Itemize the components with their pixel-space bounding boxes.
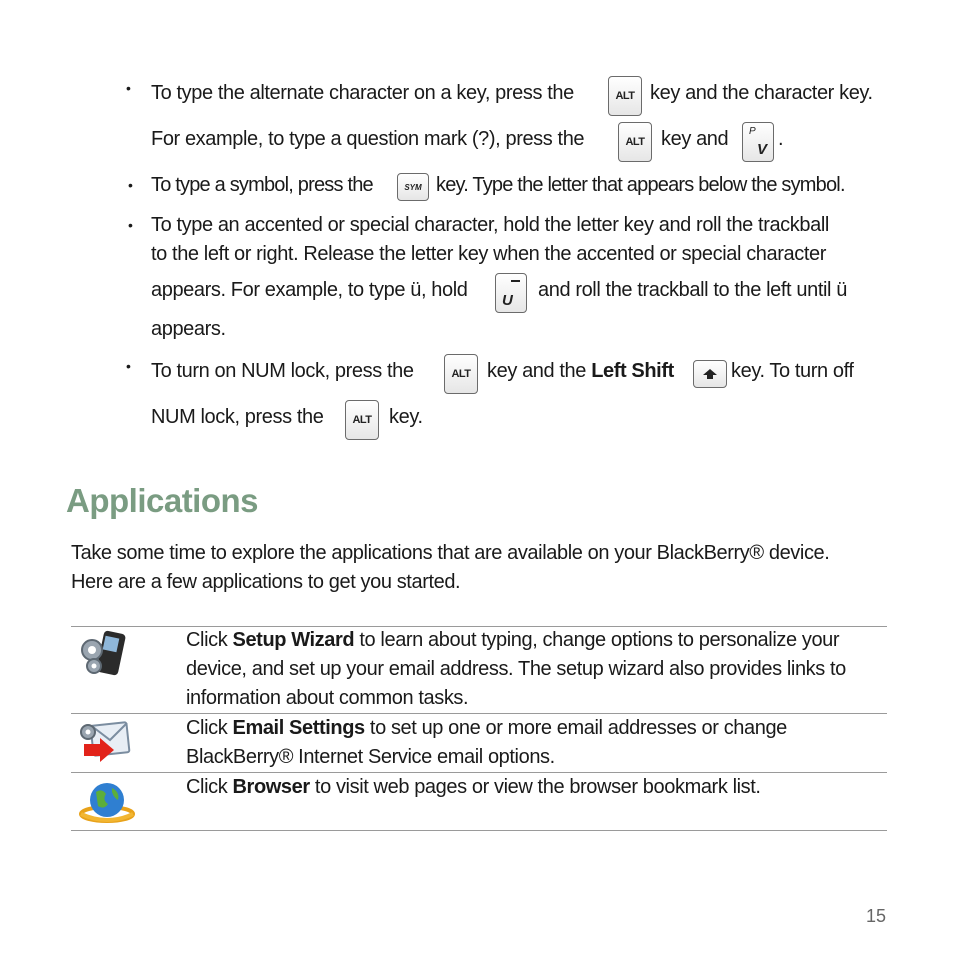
table-rule [71, 772, 887, 773]
app-3-click: Click [186, 776, 228, 798]
bullet-dot: • [126, 358, 131, 374]
table-rule [71, 830, 887, 831]
table-rule [71, 626, 887, 627]
section-title: Applications [66, 482, 259, 519]
app-row-3-line-1 [186, 776, 761, 799]
bullet-dot: • [126, 80, 131, 96]
alt-key-icon: ALT [618, 122, 652, 162]
page-number: 15 [866, 906, 887, 926]
key-p-label: P [749, 126, 756, 137]
alt-key-icon: ALT [345, 400, 379, 440]
p-v-key-icon [742, 122, 774, 162]
numlock-text-1c: key. To turn off [731, 360, 854, 382]
numlock-text-2b: key. [389, 406, 423, 428]
browser-icon [78, 776, 136, 826]
sym-key-icon: SYM [397, 173, 429, 201]
shift-arrow-icon [702, 368, 718, 380]
accent-text-2: to the left or right. Release the letter key when the accented or special character [151, 243, 826, 265]
key-u-label: U [502, 292, 513, 309]
alt-char-text-2b: key and [661, 128, 729, 150]
alt-char-text-1b: key and the character key. [650, 82, 873, 104]
app-2-line1-rest: to set up one or more email addresses or change [369, 717, 787, 739]
accent-text-3b: and roll the trackball to the left until ü [538, 279, 847, 301]
key-v-label: V [756, 141, 767, 158]
app-row-1-line-1 [186, 629, 839, 652]
alt-char-text-1a: To type the alternate character on a key, press the [151, 82, 574, 104]
app-1-name: Setup Wizard [232, 629, 355, 651]
bullet-dot: • [128, 177, 133, 193]
app-row-1-line-3: information about common tasks. [186, 687, 469, 709]
app-row-1-line-2: device, and set up your email address. The setup wizard also provides links to [186, 658, 846, 680]
numlock-text-1b-plain: key and the [487, 360, 587, 382]
app-1-click: Click [186, 629, 228, 651]
symbol-text-b: key. Type the letter that appears below the symbol. [436, 174, 845, 196]
section-intro-1: Take some time to explore the applications that are available on your BlackBerry® device. [71, 542, 830, 564]
app-3-line1-rest: to visit web pages or view the browser bookmark list. [314, 776, 761, 798]
app-2-click: Click [186, 717, 228, 739]
left-shift-label: Left Shift [591, 360, 674, 382]
numlock-text-2a: NUM lock, press the [151, 406, 324, 428]
app-row-2-line-1 [186, 717, 787, 740]
alt-char-text-2a: For example, to type a question mark (?), press the [151, 128, 585, 150]
numlock-text-1a: To turn on NUM lock, press the [151, 360, 414, 382]
symbol-text-a: To type a symbol, press the [151, 174, 373, 196]
app-3-name: Browser [232, 776, 310, 798]
app-row-2-line-2: BlackBerry® Internet Service email options. [186, 746, 555, 768]
setup-wizard-icon [78, 628, 130, 680]
u-key-icon [495, 273, 527, 313]
email-settings-icon [76, 716, 134, 768]
section-intro-2: Here are a few applications to get you started. [71, 571, 461, 593]
accent-text-3a: appears. For example, to type ü, hold [151, 279, 468, 301]
accent-text-1: To type an accented or special character, hold the letter key and roll the trackball [151, 214, 829, 236]
table-rule [71, 713, 887, 714]
bullet-dot: • [128, 217, 133, 233]
numlock-text-1b [487, 360, 674, 383]
app-1-line1-rest: to learn about typing, change options to personalize your [359, 629, 840, 651]
alt-key-icon: ALT [444, 354, 478, 394]
alt-char-text-2c: . [778, 128, 784, 150]
app-2-name: Email Settings [232, 717, 365, 739]
shift-key-icon [693, 360, 727, 388]
accent-text-4: appears. [151, 318, 226, 340]
alt-key-icon: ALT [608, 76, 642, 116]
key-dash-mark [511, 280, 520, 282]
